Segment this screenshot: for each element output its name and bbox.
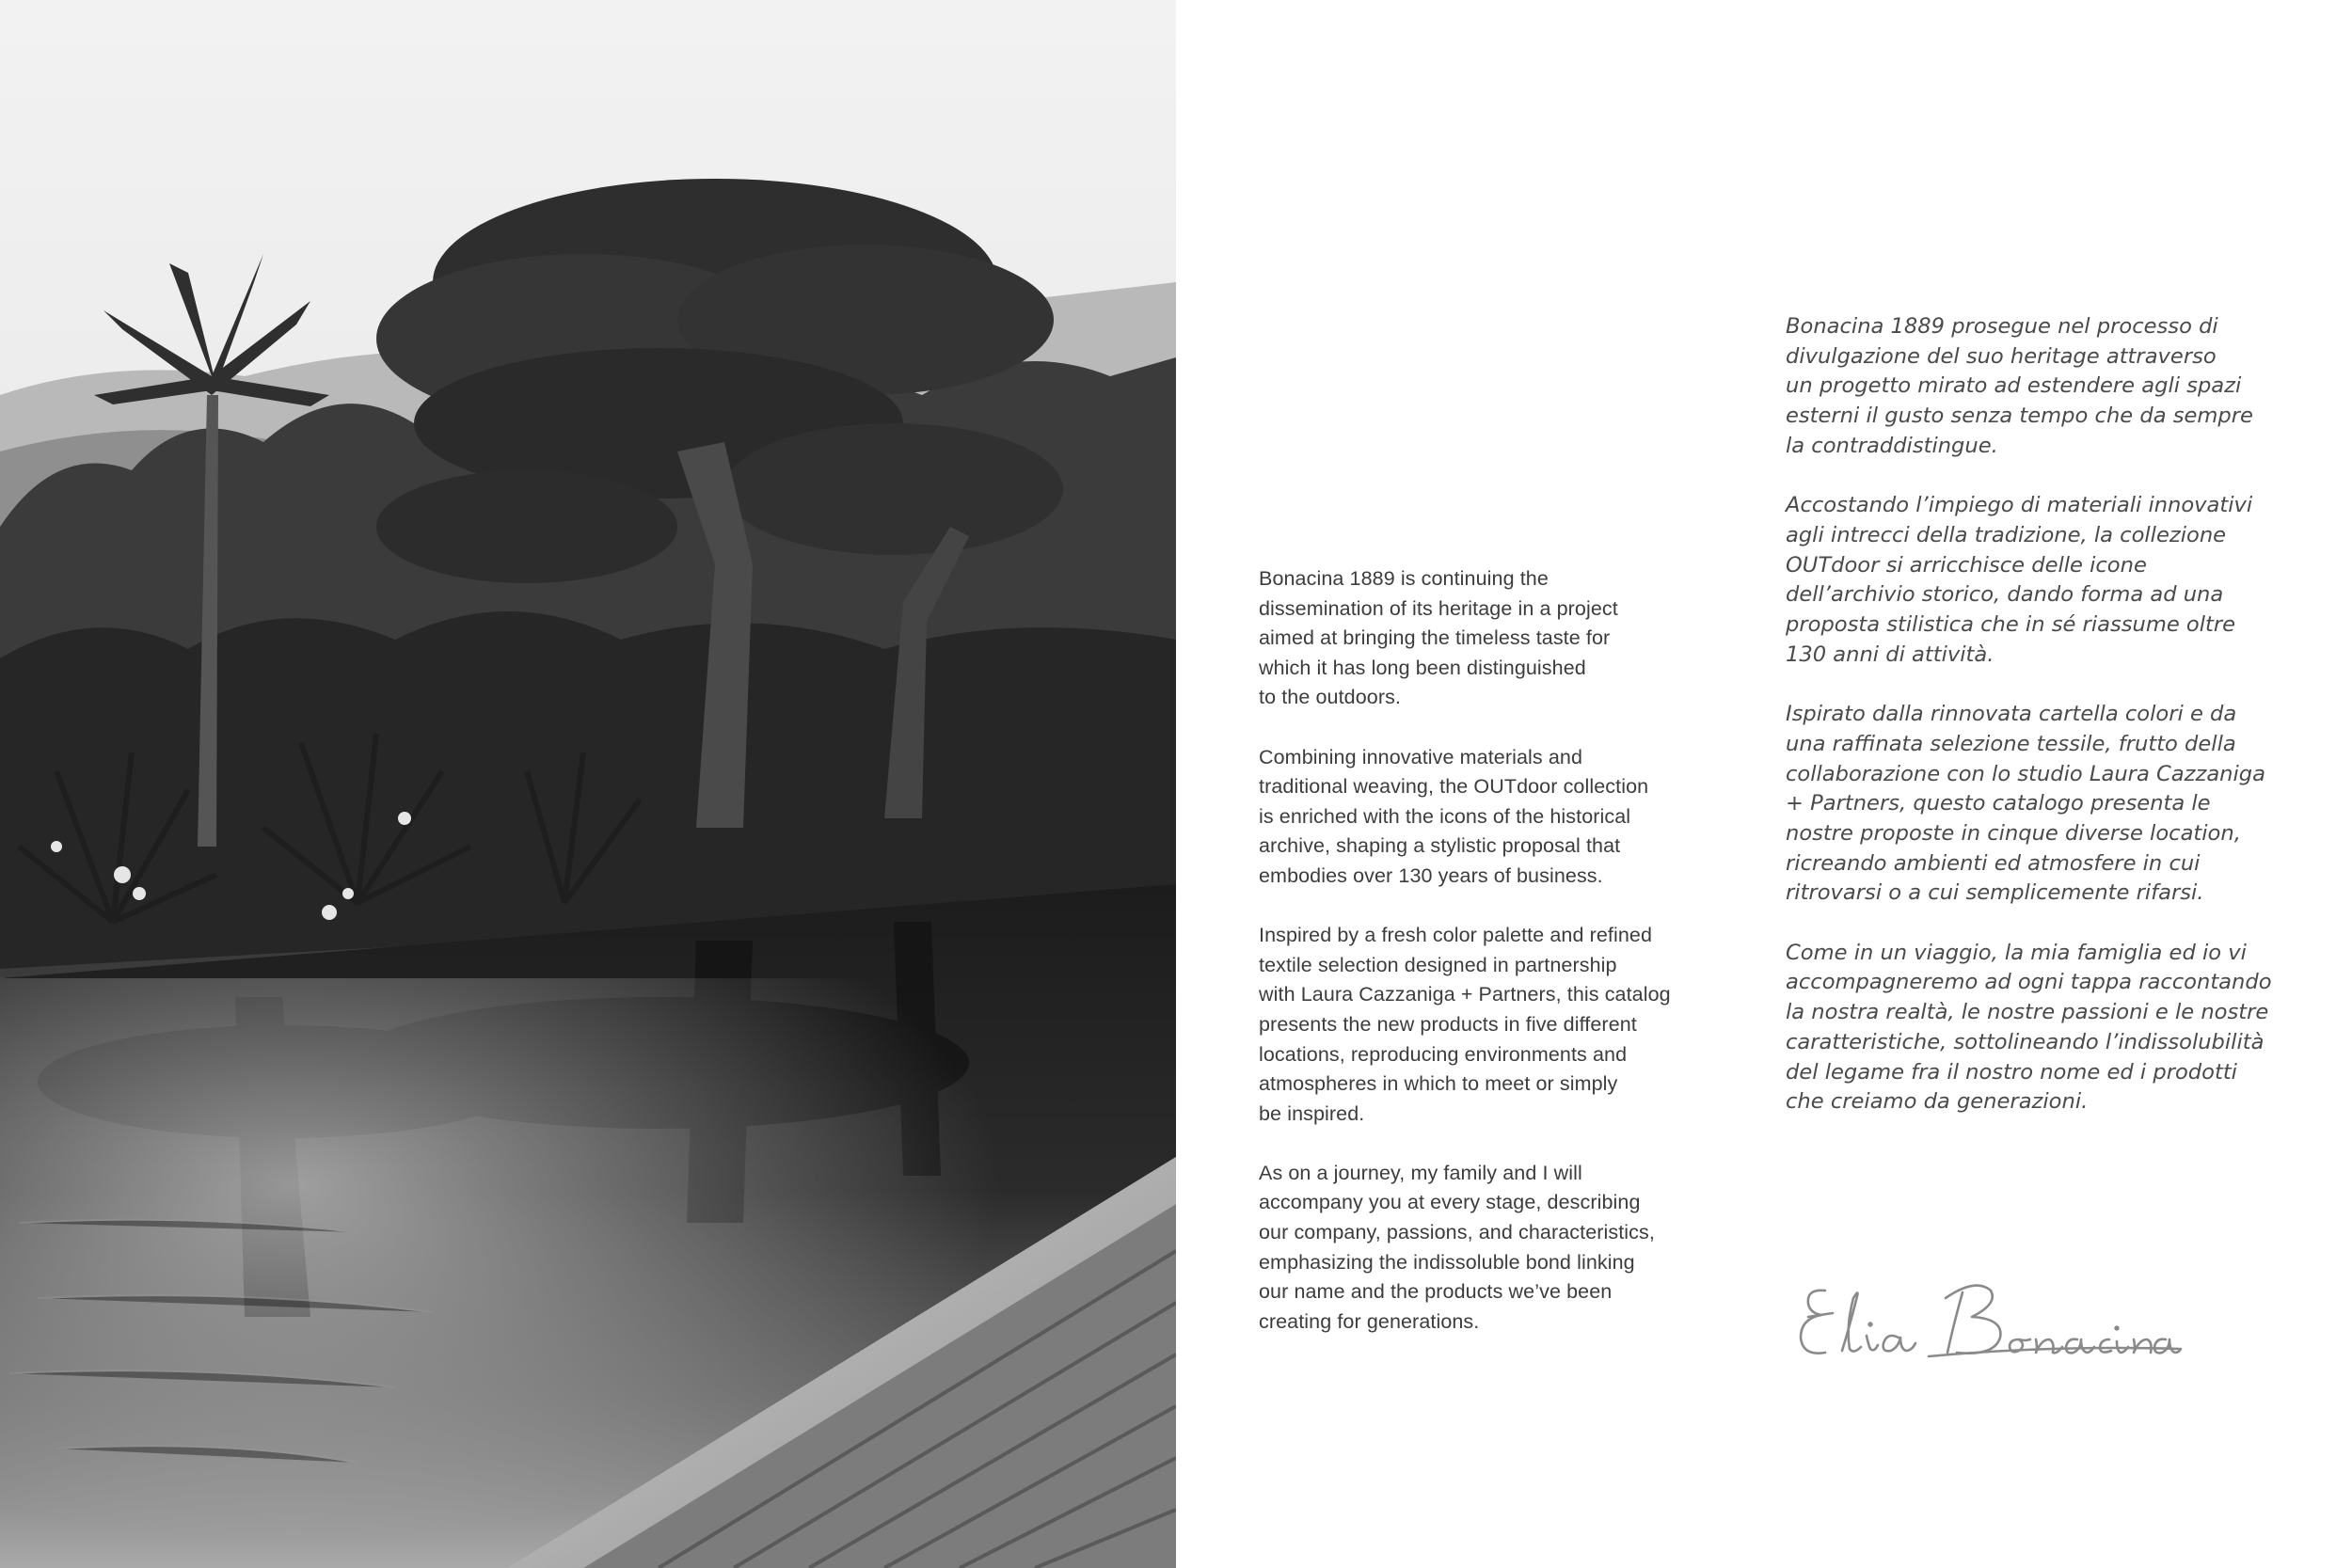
italian-paragraph: Ispirato dalla rinnovata cartella colori e da una raffinata selezione tessile, frutto della collaborazione con lo studio Laura Cazzaniga + Partners, questo catalogo presenta le nostre proposte in cinque diverse location, ricreando ambienti ed atmosfere in cui ritrovarsi o a cui semplicemente rifarsi.: [1786, 702, 2265, 906]
italian-paragraph: Come in un viaggio, la mia famiglia ed io vi accompagneremo ad ogni tappa raccontando la nostra realtà, le nostre passioni e le nostre caratteristiche, sottolineando l’indissolubilità del legame fra il nostro nome ed i prodotti che creiamo da generazioni.: [1786, 940, 2272, 1115]
english-text-column: [1259, 564, 1701, 1367]
italian-paragraph: Bonacina 1889 prosegue nel processo di divulgazione del suo heritage attraverso un progetto mirato ad estendere agli spazi esterni il gusto senza tempo che da sempre la contraddistingue.: [1786, 314, 2253, 458]
english-paragraph: Inspired by a fresh color palette and refined textile selection designed in partnership with Laura Cazzaniga + Partners, this catalog presents the new products in five different locations, reproducing environments and atmospheres in which to meet or simply be inspired.: [1259, 924, 1671, 1125]
signature-drawing: [1788, 1270, 2183, 1373]
italian-paragraph: Accostando l’impiego di materiali innovativi agli intrecci della tradizione, la collezione OUTdoor si arricchisce delle icone dell’archivio storico, dando forma ad una proposta stilistica che in sé riassume oltre 130 anni di attività.: [1786, 493, 2253, 667]
handwritten-signature: [1788, 1270, 2183, 1373]
english-paragraph: As on a journey, my family and I will accompany you at every stage, describing our company, passions, and characteristics, emphasizing the indissoluble bond linking our name and the products we’ve been creating for generations.: [1259, 1161, 1655, 1333]
italian-text-column: [1786, 312, 2294, 1148]
english-paragraph: Combining innovative materials and traditional weaving, the OUTdoor collection is enriched with the icons of the historical archive, shaping a stylistic proposal that embodies over 130 years of business.: [1259, 745, 1649, 887]
english-paragraph: Bonacina 1889 is continuing the dissemination of its heritage in a project aimed at bringing the timeless taste for which it has long been distinguished to the outdoors.: [1259, 567, 1618, 709]
